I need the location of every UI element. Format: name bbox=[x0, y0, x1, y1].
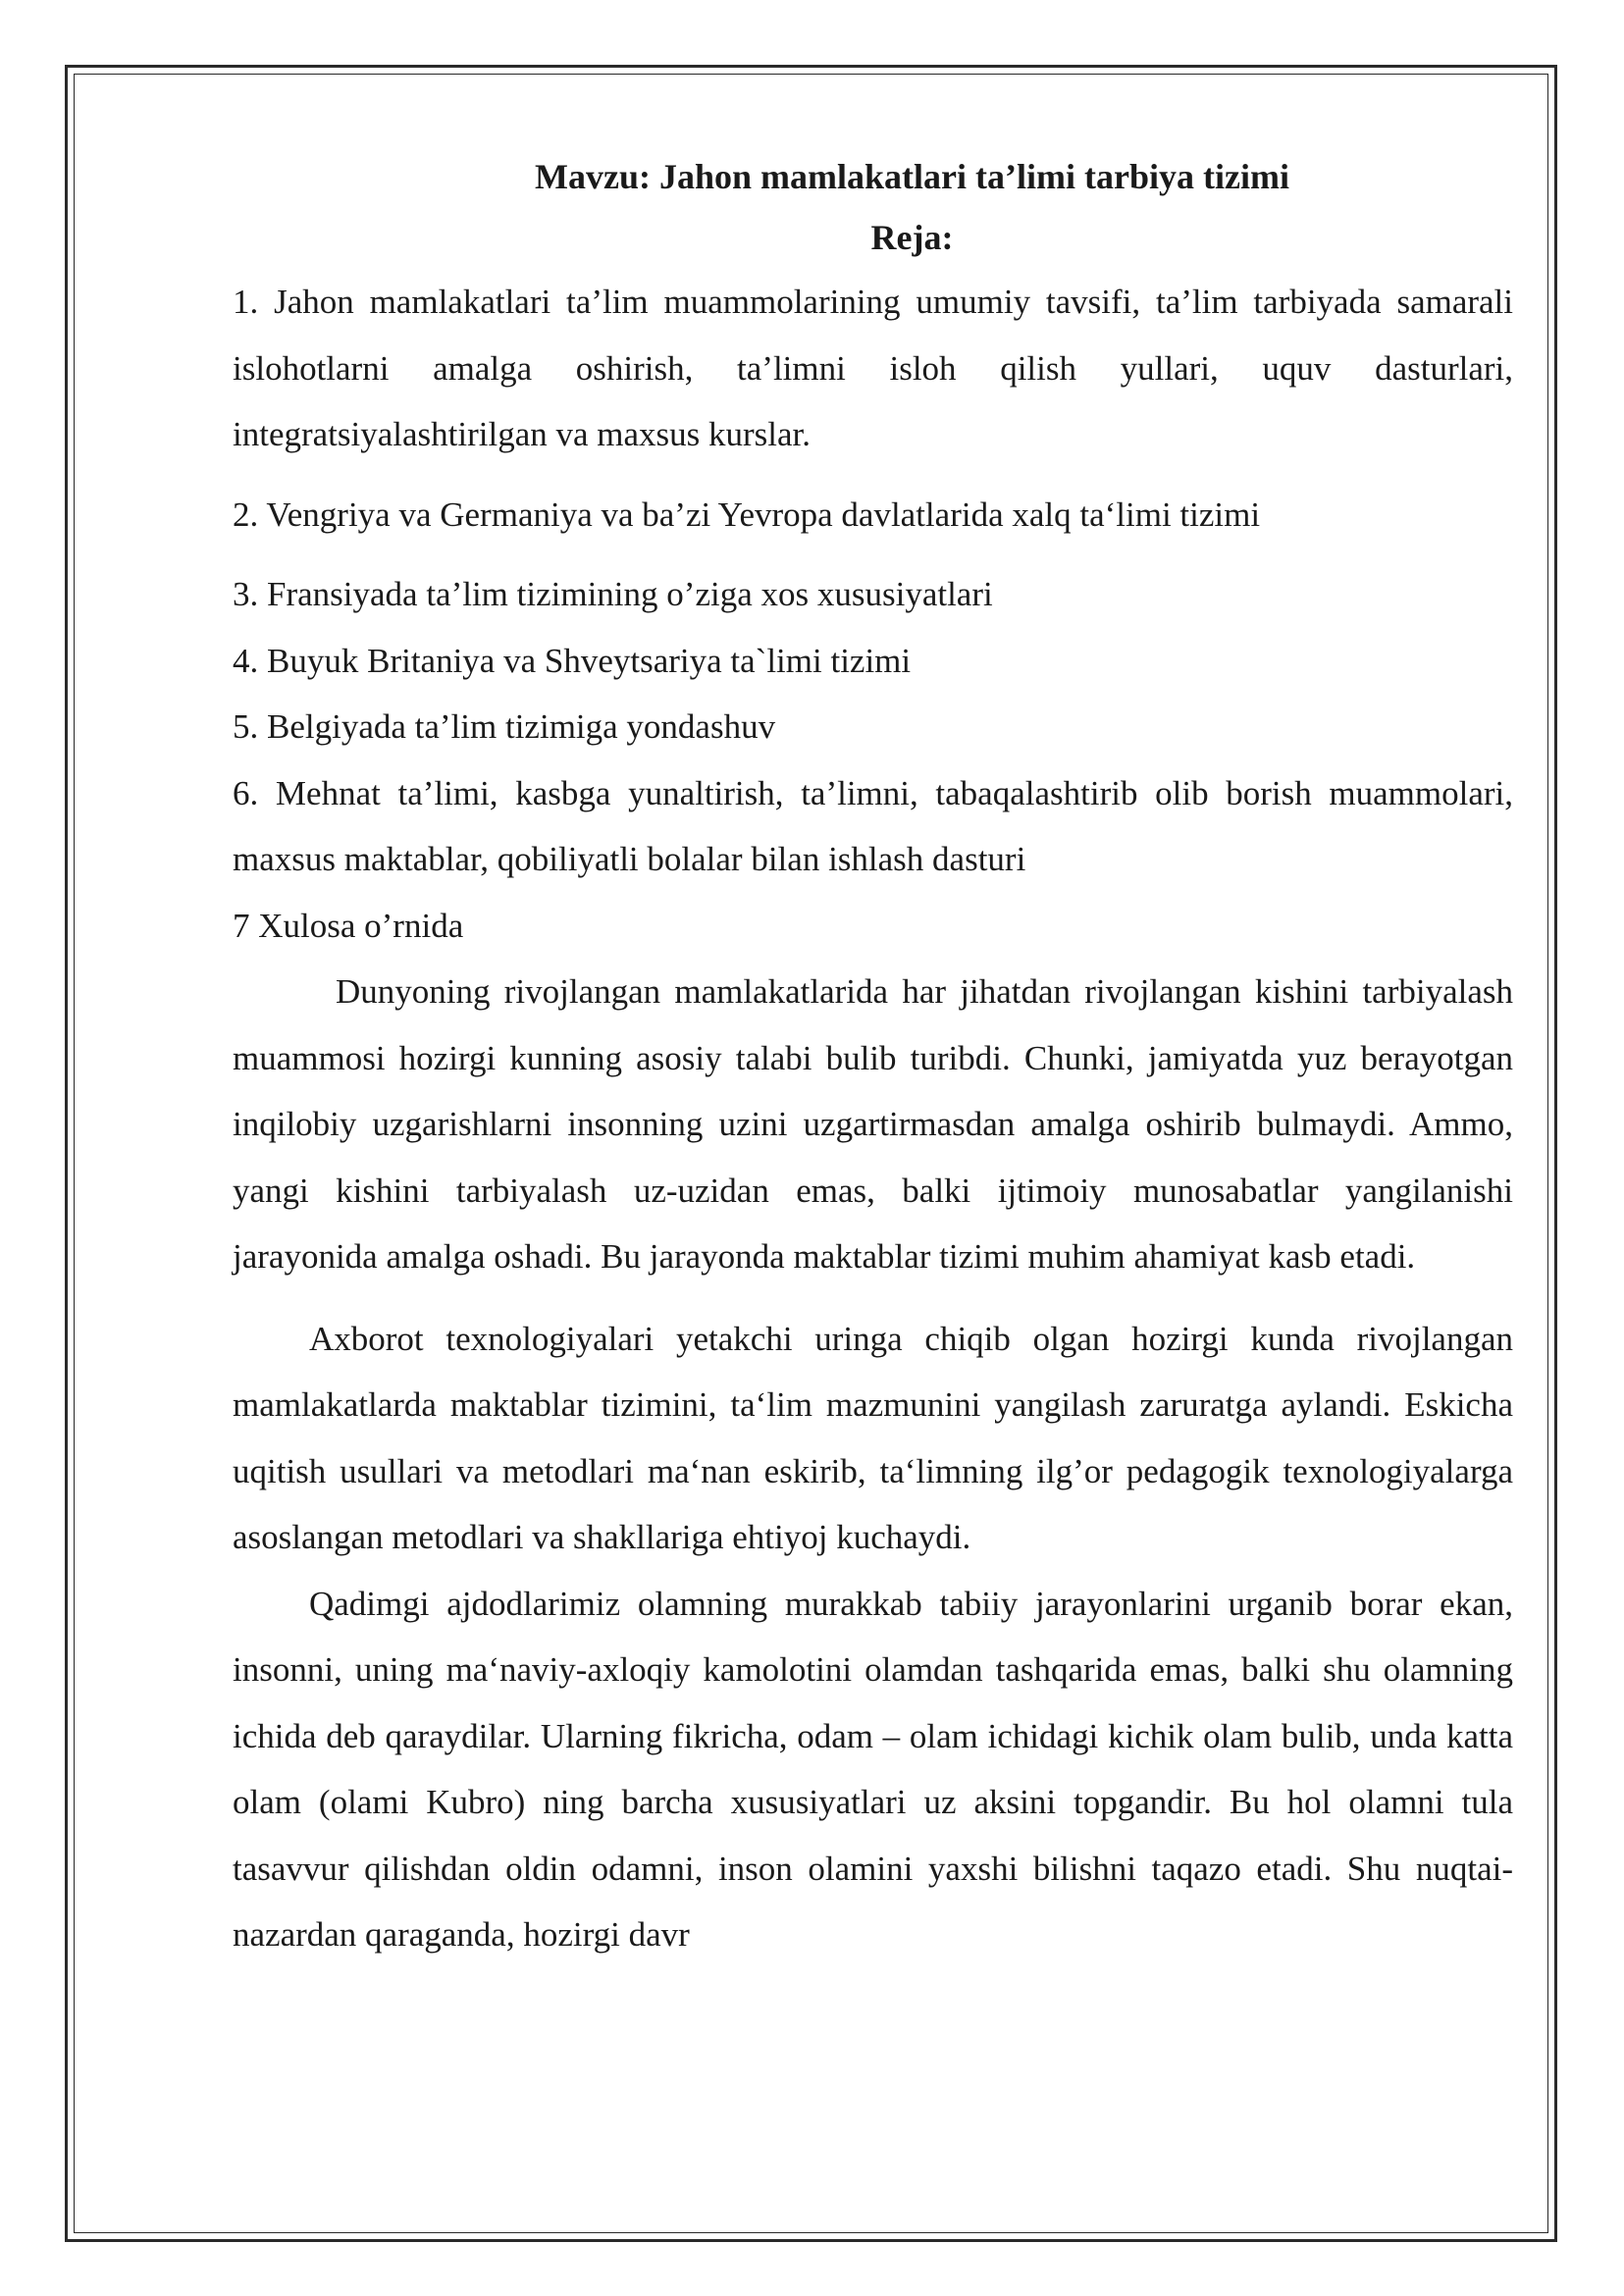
body-paragraph: Dunyoning rivojlangan mamlakatlarida har jihatdan rivojlangan kishini tarbiyalash muammosi hozirgi kunning asosiy talabi bulib turibdi. Chunki, jamiyatda yuz berayotgan inqilobiy uzgarishlarni insonning uzini uzgartirmasdan amalga oshirib bulmaydi. Ammo, yangi kishini tarbiyalash uz-uzidan emas, balki ijtimoiy munosabatlar yangilanishi jarayonida amalga oshadi. Bu jarayonda maktablar tizimi muhim ahamiyat kasb etadi. bbox=[233, 972, 1513, 1276]
plan-item: 6. Mehnat ta’limi, kasbga yunaltirish, ta’limni, tabaqalashtirib olib borish muammolari, maxsus maktablar, qobiliyatli bolalar bilan ishlash dasturi bbox=[233, 773, 1513, 878]
body-paragraph: Qadimgi ajdodlarimiz olamning murakkab tabiiy jarayonlarini urganib borar ekan, insonni, uning ma‘naviy-axloqiy kamolotini olamdan tashqarida emas, balki shu olamning ichida deb qaraydilar. Ularning fikricha, odam – olam ichidagi kichik olam bulib, unda katta olam (olami Kubro) ning barcha xususiyatlari uz aksini topgandir. Bu hol olamni tula tasavvur qilishdan oldin odamni, inson olamini yaxshi bilishni taqazo etadi. Shu nuqtai-nazardan qaraganda, hozirgi davr bbox=[233, 1584, 1513, 1954]
plan-item: 7 Xulosa o’rnida bbox=[233, 906, 464, 945]
plan-heading: Reja: bbox=[870, 218, 954, 257]
plan-item: 1. Jahon mamlakatlari ta’lim muammolarining umumiy tavsifi, ta’lim tarbiyada samarali islohotlarni amalga oshirish, ta’limni isloh qilish yullari, uquv dasturlari, integratsiyalashtirilgan va maxsus kurslar. bbox=[233, 283, 1513, 453]
document-body bbox=[233, 147, 1513, 1968]
plan-item: 3. Fransiyada ta’lim tizimining o’ziga xos xususiyatlari bbox=[233, 575, 993, 613]
plan-item: 5. Belgiyada ta’lim tizimiga yondashuv bbox=[233, 707, 776, 746]
document-title: Mavzu: Jahon mamlakatlari ta’limi tarbiya tizimi bbox=[535, 157, 1289, 196]
plan-item: 4. Buyuk Britaniya va Shveytsariya ta`limi tizimi bbox=[233, 641, 912, 680]
plan-item: 2. Vengriya va Germaniya va ba’zi Yevropa davlatlarida xalq ta‘limi tizimi bbox=[233, 495, 1261, 534]
plan-list bbox=[233, 269, 1513, 959]
body-paragraph: Axborot texnologiyalari yetakchi uringa chiqib olgan hozirgi kunda rivojlangan mamlakatlarda maktablar tizimini, ta‘lim mazmunini yangilash zaruratga aylandi. Eskicha uqitish usullari va metodlari ma‘nan eskirib, ta‘limning ilg’or pedagogik texnologiyalarga asoslangan metodlari va shakllariga ehtiyoj kuchaydi. bbox=[233, 1319, 1513, 1556]
